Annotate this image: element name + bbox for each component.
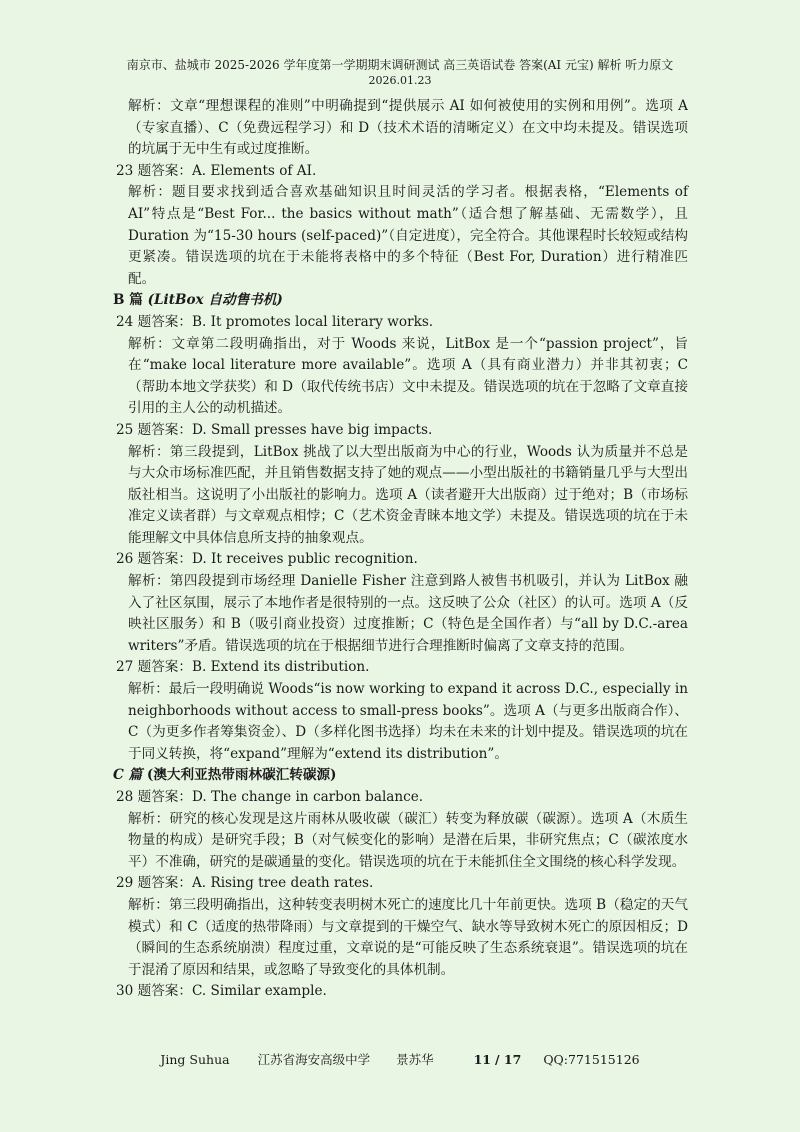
section-b-heading <box>113 290 688 312</box>
answer-29: 29 题答案：A. Rising tree death rates. <box>116 875 374 892</box>
footer-name: 景苏华 <box>396 1052 434 1067</box>
section-b-label: B 篇 <box>113 292 143 309</box>
explanation-22: 解析：文章“理想课程的准则”中明确提到“提供展示 AI 如何被使用的实例和用例”。选项 A（专家直播）、C（免费远程学习）和 D（技术术语的清晰定义）在文中均未提及。错误选项的坑属于无中生有或过度推断。 <box>128 98 688 158</box>
explanation-23: 解析：题目要求找到适合喜欢基础知识且时间灵活的学习者。根据表格，“Elements of AI”特点是“Best For... the basics without math”（适合想了解基础、无需数学），且 Duration 为“15-30 hours (self-paced)”（自定进度），完全符合。其他课程时长较短或结构更紧凑。错误选项的坑在于未能将表格中的多个特征（Best For, Duration）进行精准匹配。 <box>128 184 688 287</box>
section-c-title: (澳大利亚热带雨林碳汇转碳源) <box>146 767 337 784</box>
answer-24: 24 题答案：B. It promotes local literary works. <box>116 313 434 330</box>
answer-content <box>113 96 688 1003</box>
explanation-29: 解析：第三段明确指出，这种转变表明树木死亡的速度比几十年前更快。选项 B（稳定的天气模式）和 C（适度的热带降雨）与文章提到的干燥空气、缺水等导致树木死亡的原因相反；D（瞬间的生态系统崩溃）程度过重，文章说的是“可能反映了生态系统衰退”。错误选项的坑在于混淆了原因和结果，或忽略了导致变化的具体机制。 <box>128 896 688 978</box>
section-b-title: (LitBox 自动售书机) <box>147 292 283 309</box>
explanation-24: 解析：文章第二段明确指出，对于 Woods 来说，LitBox 是一个“passion project”，旨在“make local literature more available”。选项 A（具有商业潜力）并非其初衷；C（帮助本地文学获奖）和 D（取代传统书店）文中未提及。错误选项的坑在于忽略了文章直接引用的主人公的动机描述。 <box>128 335 688 417</box>
explanation-27: 解析：最后一段明确说 Woods“is now working to expand it across D.C., especially in neighborhoods without access to small-press books”。选项 A（与更多出版商合作）、C（为更多作者筹集资金）、D（多样化图书选择）均未在未来的计划中提及。错误选项的坑在于同义转换，将“expand”理解为“extend its distribution”。 <box>128 681 688 762</box>
header-date: 2026.01.23 <box>368 74 432 87</box>
explanation-28: 解析：研究的核心发现是这片雨林从吸收碳（碳汇）转变为释放碳（碳源）。选项 A（木质生物量的构成）是研究手段；B（对气候变化的影响）是潜在后果，非研究焦点；C（碳浓度水平）不准确，研究的是碳通量的变化。错误选项的坑在于未能抓住全文围绕的核心科学发现。 <box>128 810 688 870</box>
answer-26: 26 题答案：D. It receives public recognition. <box>116 551 418 568</box>
answer-28: 28 题答案：D. The change in carbon balance. <box>116 789 424 805</box>
explanation-26: 解析：第四段提到市场经理 Danielle Fisher 注意到路人被售书机吸引，并认为 LitBox 融入了社区氛围，展示了本地作者是很特别的一点。这反映了公众（社区）的认可。选项 A（反映社区服务）和 B（吸引商业投资）过度推断；C（特色是全国作者）与“all by D.C.-area writers”矛盾。错误选项的坑在于根据细节进行合理推断时偏离了文章支持的范围。 <box>128 573 688 654</box>
answer-23: 23 题答案：A. Elements of AI. <box>116 162 317 179</box>
header-title: 南京市、盐城市 2025-2026 学年度第一学期期末调研测试 高三英语试卷 答案(AI 元宝) 解析 听力原文 <box>126 58 674 72</box>
footer-qq: QQ:771515126 <box>543 1052 640 1067</box>
footer-author: Jing Suhua <box>160 1052 230 1067</box>
page-header <box>0 57 800 89</box>
section-c-label: C 篇 <box>113 767 143 784</box>
footer-page-total: / 17 <box>495 1052 522 1067</box>
section-c-heading <box>113 765 688 787</box>
answer-30: 30 题答案：C. Similar example. <box>116 983 327 1000</box>
explanation-25: 解析：第三段提到，LitBox 挑战了以大型出版商为中心的行业，Woods 认为质量并不总是与大众市场标准匹配，并且销售数据支持了她的观点——小型出版社的书籍销量几乎与大型出版社相当。这说明了小出版社的影响力。选项 A（读者避开大出版商）过于绝对；B（市场标准定义读者群）与文章观点相悖；C（艺术资金青睐本地文学）未提及。错误选项的坑在于未能理解文中具体信息所支持的抽象观点。 <box>128 443 688 546</box>
footer-school: 江苏省海安高级中学 <box>257 1052 371 1067</box>
page-footer <box>0 1050 800 1068</box>
answer-27: 27 题答案：B. Extend its distribution. <box>116 659 370 676</box>
answer-25: 25 题答案：D. Small presses have big impacts. <box>116 421 433 438</box>
footer-page-number: 11 <box>473 1052 492 1067</box>
